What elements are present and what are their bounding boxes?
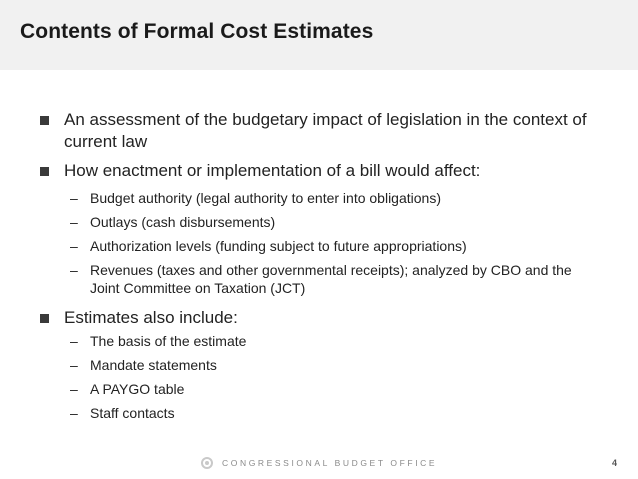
bullet-item bbox=[40, 109, 600, 153]
sub-item bbox=[40, 332, 600, 350]
slide-header bbox=[0, 0, 638, 70]
cbo-logo-icon bbox=[201, 457, 213, 469]
dash-bullet: – bbox=[70, 190, 78, 206]
sub-list bbox=[40, 189, 600, 297]
slide-footer bbox=[0, 455, 638, 475]
sub-item bbox=[40, 261, 600, 297]
sub-item-text: Budget authority (legal authority to enter into obligations) bbox=[90, 190, 441, 206]
dash-bullet: – bbox=[70, 405, 78, 421]
sub-item bbox=[40, 356, 600, 374]
square-bullet-icon bbox=[40, 116, 49, 125]
sub-item-text: Outlays (cash disbursements) bbox=[90, 214, 276, 230]
sub-item bbox=[40, 213, 600, 231]
dash-bullet: – bbox=[70, 214, 78, 230]
slide-title: Contents of Formal Cost Estimates bbox=[20, 20, 374, 43]
sub-item bbox=[40, 237, 600, 255]
dash-bullet: – bbox=[70, 333, 78, 349]
sub-item bbox=[40, 189, 600, 207]
bullet-text: Estimates also include: bbox=[64, 308, 238, 327]
sub-item-text: Authorization levels (funding subject to future appropriations) bbox=[90, 238, 467, 254]
slide-content bbox=[40, 109, 600, 428]
sub-list bbox=[40, 332, 600, 422]
bullet-item bbox=[40, 160, 600, 182]
sub-item-text: Revenues (taxes and other governmental receipts); analyzed by CBO and the Joint Committee on Taxation (JCT) bbox=[90, 262, 572, 296]
page-number: 4 bbox=[612, 458, 618, 468]
dash-bullet: – bbox=[70, 381, 78, 397]
sub-item bbox=[40, 380, 600, 398]
sub-item-text: The basis of the estimate bbox=[90, 333, 247, 349]
footer-org-name: CONGRESSIONAL BUDGET OFFICE bbox=[222, 458, 438, 468]
sub-item-text: A PAYGO table bbox=[90, 381, 185, 397]
sub-item-text: Staff contacts bbox=[90, 405, 175, 421]
bullet-item bbox=[40, 307, 600, 329]
dash-bullet: – bbox=[70, 262, 78, 278]
dash-bullet: – bbox=[70, 238, 78, 254]
sub-item-text: Mandate statements bbox=[90, 357, 217, 373]
bullet-text: An assessment of the budgetary impact of legislation in the context of current law bbox=[64, 110, 587, 151]
sub-item bbox=[40, 404, 600, 422]
dash-bullet: – bbox=[70, 357, 78, 373]
square-bullet-icon bbox=[40, 314, 49, 323]
bullet-text: How enactment or implementation of a bill would affect: bbox=[64, 161, 481, 180]
square-bullet-icon bbox=[40, 167, 49, 176]
